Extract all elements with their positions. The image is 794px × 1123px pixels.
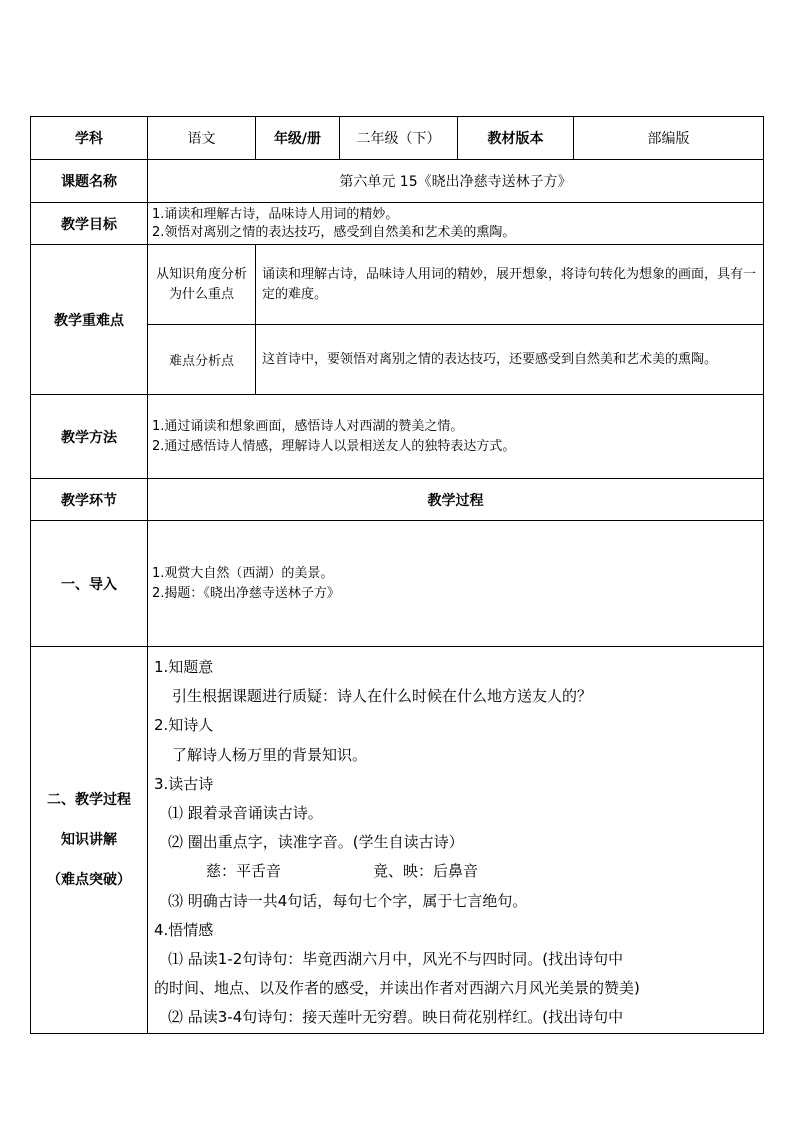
step-2-title: 2.知诗人 [154,716,214,735]
difficulty-text: 这首诗中，要领悟对离别之情的表达技巧，还要感受到自然美和艺术美的熏陶。 [256,325,764,395]
goal-line-1: 1.诵读和理解古诗，品味诗人用词的精妙。 [152,206,399,222]
process-header-row [31,479,764,521]
key-points-label: 教学重难点 [31,245,148,395]
topic-value: 第六单元 15《晓出净慈寺送林子方》 [148,160,764,203]
step-4-item-2: ⑵ 品读3-4句诗句：接天莲叶无穷碧。映日荷花别样红。(找出诗句中 [168,1008,624,1027]
edition-value: 部编版 [574,117,764,160]
step-3-item-2: ⑵ 圈出重点字，读准字音。(学生自读古诗） [168,833,464,852]
subject-label: 学科 [31,117,148,160]
goals-list [148,203,764,245]
topic-row [31,160,764,203]
process-row [31,647,764,1034]
process-content [148,647,764,1034]
step-1-text: 引生根据课题进行质疑：诗人在什么时候在什么地方送友人的？ [172,687,593,706]
process-header: 教学过程 [148,479,764,521]
difficulty-sub-label: 难点分析点 [148,325,256,395]
step-3-title: 3.读古诗 [154,774,214,793]
stage-header: 教学环节 [31,479,148,521]
method-line-2: 2.通过感悟诗人情感，理解诗人以景相送友人的独特表达方式。 [152,438,516,454]
methods-label: 教学方法 [31,395,148,479]
intro-line-2: 2.揭题：《晓出净慈寺送林子方》 [152,585,340,601]
methods-row [31,395,764,479]
grade-label: 年级/册 [256,117,340,160]
key-point-row [31,245,764,325]
step-3-item-3: ⑶ 明确古诗一共4句话，每句七个字，属于七言绝句。 [168,891,528,910]
goals-label: 教学目标 [31,203,148,245]
grade-value: 二年级（下） [340,117,458,160]
goal-line-2: 2.领悟对离别之情的表达技巧，感受到自然美和艺术美的熏陶。 [152,224,516,240]
method-line-1: 1.通过诵读和想象画面，感悟诗人对西湖的赞美之情。 [152,418,464,434]
intro-line-1: 1.观赏大自然（西湖）的美景。 [152,565,334,581]
intro-list [148,521,764,647]
key-point-text: 诵读和理解古诗，品味诗人用词的精妙，展开想象，将诗句转化为想象的画面，具有一定的难度。 [256,245,764,325]
goals-row [31,203,764,245]
process-stage-label [31,647,148,1034]
step-2-text: 了解诗人杨万里的背景知识。 [172,745,368,764]
step-3-item-1: ⑴ 跟着录音诵读古诗。 [168,804,323,823]
methods-list [148,395,764,479]
step-4-item-1: ⑴ 品读1-2句诗句：毕竟西湖六月中，风光不与四时同。(找出诗句中 [168,950,624,969]
step-3-note [154,857,759,886]
step-4-title: 4.悟情感 [154,920,214,939]
header-row [31,117,764,160]
intro-row [31,521,764,647]
step-4-item-1-cont: 的时间、地点、以及作者的感受，并读出作者对西湖六月风光美景的赞美) [154,979,640,998]
key-sub-label: 从知识角度分析为什么重点 [148,245,256,325]
lesson-plan-table [30,116,764,1034]
process-stage-line-1: 二、教学过程 [47,791,131,808]
edition-label: 教材版本 [458,117,574,160]
subject-value: 语文 [148,117,256,160]
step-3-note-a: 慈：平舌音 [206,862,282,881]
step-3-note-b: 竟、映：后鼻音 [373,862,479,881]
process-stage-line-3: （难点突破） [47,871,131,888]
step-1-title: 1.知题意 [154,658,214,676]
topic-label: 课题名称 [31,160,148,203]
process-stage-line-2: 知识讲解 [61,831,117,848]
intro-label: 一、导入 [31,521,148,647]
